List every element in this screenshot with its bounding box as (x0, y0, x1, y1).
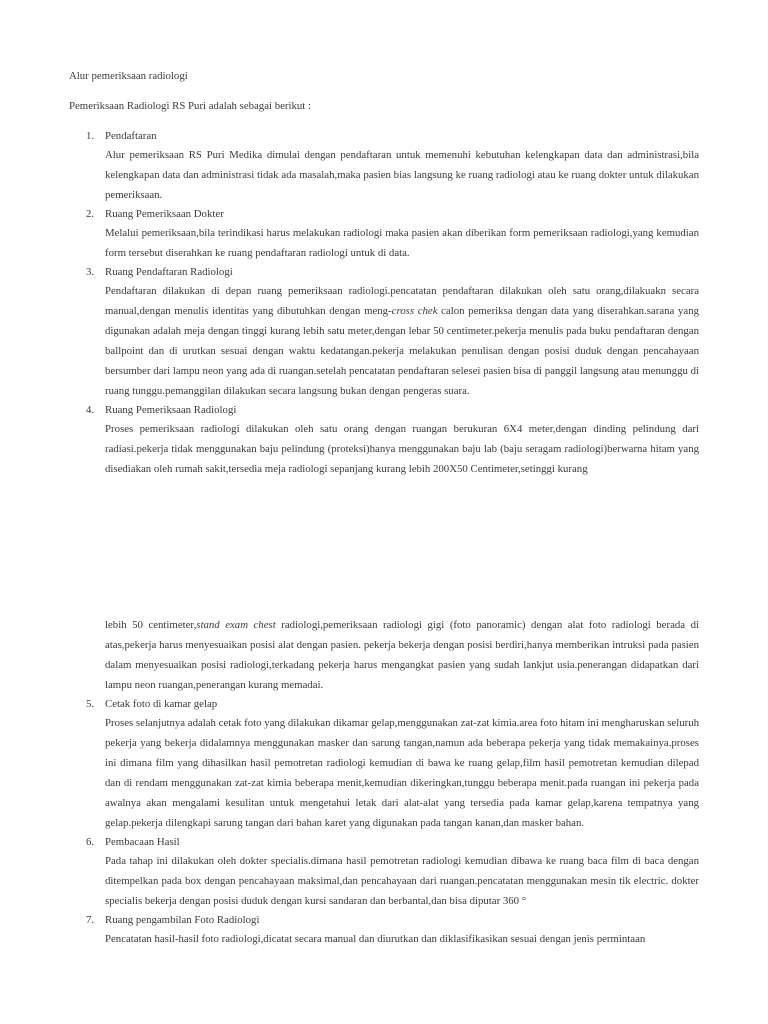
item-body: Melalui pemeriksaan,bila terindikasi harus melakukan radiologi maka pasien akan diberikan form pemeriksaan radiologi,yang kemudian form tersebut diserahkan ke ruang pendaftaran radiologi untuk di data. (105, 227, 699, 259)
item-heading-text: Ruang Pemeriksaan Radiologi (105, 404, 237, 416)
item-body-continued (105, 615, 699, 695)
item-heading (0, 128, 768, 144)
item-body: Pada tahap ini dilakukan oleh dokter specialis.dimana hasil pemotretan radiologi kemudian dibawa ke ruang baca film di baca dengan ditempelkan pada box dengan pencahayaan maksimal,dan pencahayaan dari ruangan.pencatatan menggunakan mesin tik electric. dokter specialis bekerja dengan posisi duduk dengan kursi sandaran dan berbantal,dan bisa diputar 360 ° (105, 855, 699, 907)
item-heading-text: Pendaftaran (105, 130, 157, 142)
list-item (0, 402, 768, 695)
item-number: 7. (86, 914, 95, 926)
body-text: lebih 50 centimeter, (105, 619, 197, 631)
item-heading-text: Cetak foto di kamar gelap (105, 698, 218, 710)
item-heading-text: Ruang Pemeriksaan Dokter (105, 208, 224, 220)
procedure-list (0, 127, 768, 950)
intro-paragraph: Pemeriksaan Radiologi RS Puri adalah sebagai berikut : (69, 100, 311, 112)
item-body: Pencatatan hasil-hasil foto radiologi,dicatat secara manual dan diurutkan dan diklasifikasikan sesuai dengan jenis permintaan (105, 933, 646, 945)
document-title: Alur pemeriksaan radiologi (69, 70, 188, 82)
item-heading-text: Ruang Pendaftaran Radiologi (105, 266, 233, 278)
item-number: 3. (86, 266, 95, 278)
item-heading (0, 264, 768, 280)
item-heading (0, 834, 768, 850)
list-item (0, 128, 768, 205)
item-heading (0, 402, 768, 418)
item-number: 5. (86, 698, 95, 710)
item-number: 2. (86, 208, 95, 220)
list-item (0, 264, 768, 401)
list-item (0, 912, 768, 949)
item-number: 1. (86, 130, 95, 142)
italic-term: stand exam chest (196, 619, 276, 631)
list-item (0, 834, 768, 911)
item-heading (0, 206, 768, 222)
list-item (0, 696, 768, 833)
item-body (105, 281, 699, 401)
body-text: calon pemeriksa dengan data yang diserahkan.sarana yang digunakan adalah meja dengan tinggi kurang lebih satu meter,dengan lebar 50 centimeter.pekerja menulis pada buku pendaftaran dengan ballpoint dan di urutkan sesuai dengan waktu kedatangan.pekerja melakukan penulisan dengan posisi duduk dengan pencahayaan bersumber dari lampu neon yang ada di ruangan.setelah pencatatan pendaftaran selesei pasien bisa di panggil langsung atau menunggu di ruang tunggu.pemanggilan dilakukan secara langsung bukan dengan pengeras suara. (105, 305, 699, 397)
italic-term: cross chek (391, 305, 438, 317)
item-heading-text: Pembacaan Hasil (105, 836, 180, 848)
item-body: Alur pemeriksaan RS Puri Medika dimulai dengan pendaftaran untuk memenuhi kebutuhan kelengkapan data dan administrasi,bila kelengkapan data dan administrasi tidak ada masalah,maka pasien bias langsung ke ruang radiologi atau ke ruang dokter untuk dilakukan pemeriksaan. (105, 149, 699, 201)
body-text: radiologi,pemeriksaan radiologi gigi (foto panoramic) dengan alat foto radiologi berada di atas,pekerja harus menyesuaikan posisi alat dengan pasien. pekerja bekerja dengan posisi berdiri,hanya memberikan intruksi pada pasien dalam menyesuaikan posisi radiologi,terkadang pekerja harus mengangkat pasien yang sudah lankjut usia.penerangan didapatkan dari lampu neon ruangan,penerangan kurang memadai. (105, 619, 699, 691)
item-body: Proses selanjutnya adalah cetak foto yang dilakukan dikamar gelap,menggunakan zat-zat kimia.area foto hitam ini mengharuskan seluruh pekerja yang bekerja didalamnya menggunakan masker dan sarung tangan,namun ada beberapa pekerja yang tidak memakainya.proses ini dimana film yang dihasilkan hasil pemotretan radiologi kemudian di bawa ke ruang gelap,film hasil pemotretan kemudian dilepad dan di rendam menggunakan zat-zat kimia beberapa menit,kemudian dikeringkan,tunggu beberapa menit.pada ruangan ini pekerja pada awalnya akan mengalami kesulitan untuk mengetahui letak dari alat-alat yang tersedia pada kamar gelap,karena tempatnya yang gelap.pekerja dilengkapi sarung tangan dari bahan karet yang digunakan pada tangan kanan,dan masker bahan. (105, 717, 699, 829)
list-item (0, 206, 768, 263)
item-heading (0, 912, 768, 928)
page-break-gap (0, 480, 768, 614)
item-heading (0, 696, 768, 712)
item-body: Proses pemeriksaan radiologi dilakukan oleh satu orang dengan ruangan berukuran 6X4 meter,dengan dinding pelindung dari radiasi.pekerja tidak menggunakan baju pelindung (proteksi)hanya menggunakan baju lab (baju seragam radiologi)berwarna hitam yang disediakan oleh rumah sakit,tersedia meja radiologi sepanjang kurang lebih 200X50 Centimeter,setinggi kurang (105, 423, 699, 475)
body-text: Pendaftaran dilakukan di depan ruang pemeriksaan radiologi.pencatatan pendaftaran dilakukan oleh satu orang,dilakuakn secara manual,dengan menulis identitas yang dibutuhkan dengan meng- (105, 285, 699, 317)
item-number: 4. (86, 404, 95, 416)
item-heading-text: Ruang pengambilan Foto Radiologi (105, 914, 260, 926)
item-number: 6. (86, 836, 95, 848)
